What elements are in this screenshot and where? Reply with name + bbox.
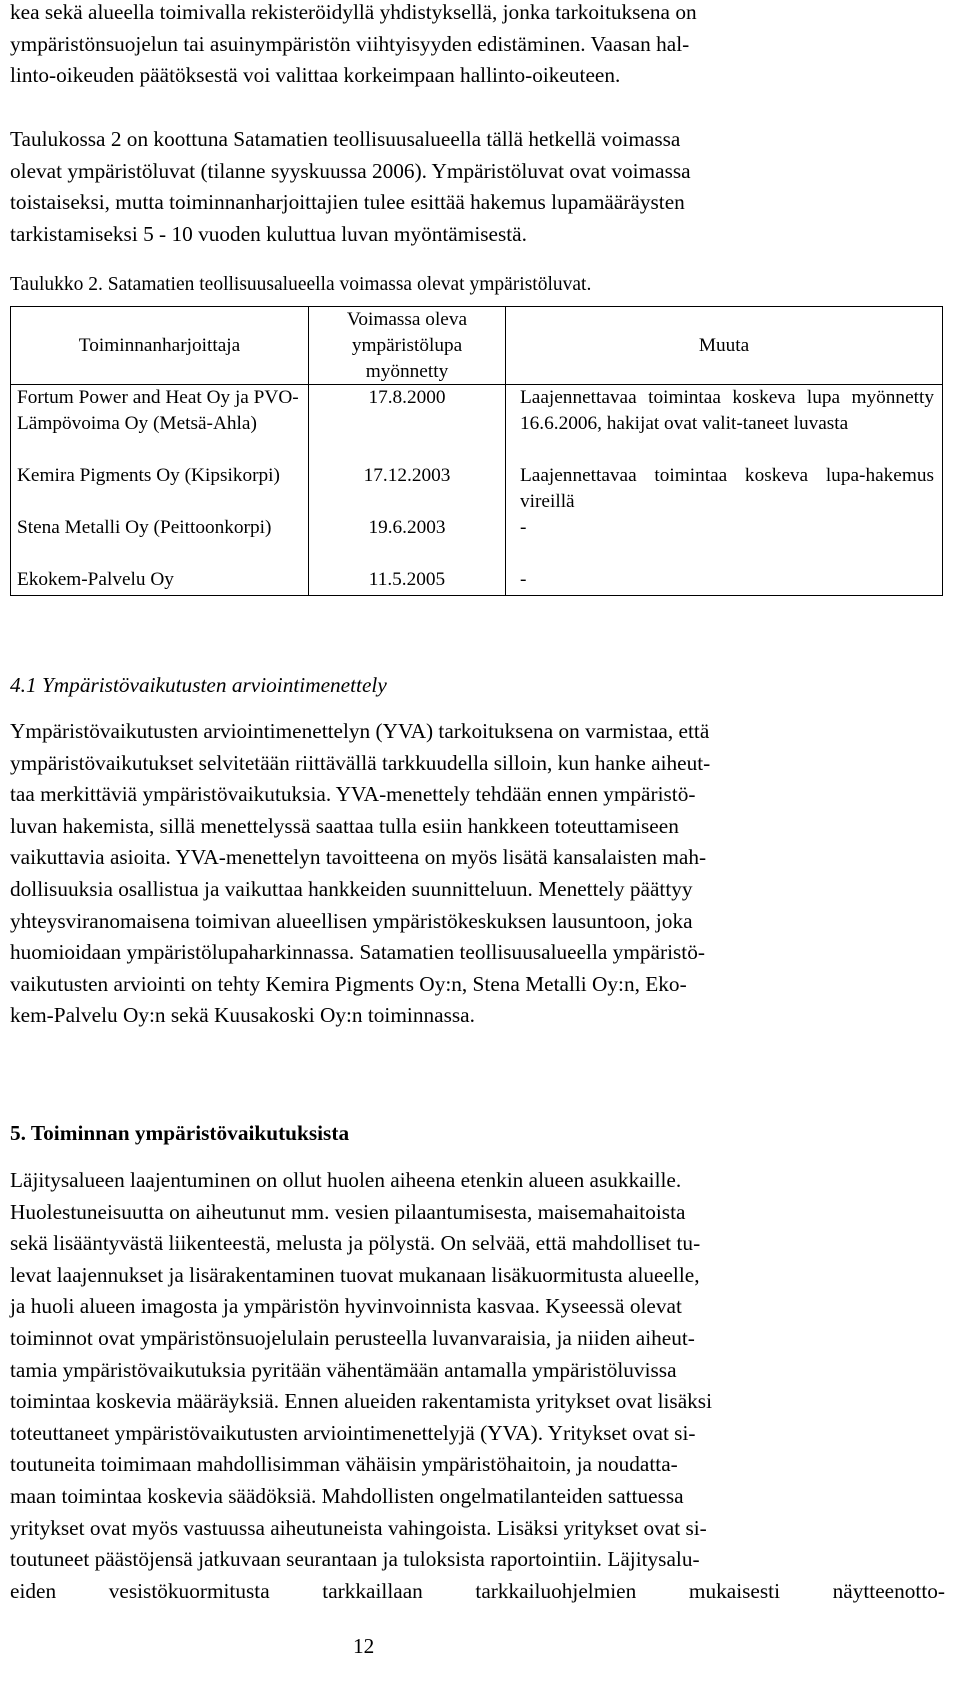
text-line: Huolestuneisuutta on aiheutunut mm. vesien pilaantumisesta, maisemahaitoista [10,1199,686,1224]
section-4-1-paragraph [10,716,945,1032]
text-line: yhteysviranomaisena toimivan alueellisen ympäristökeskuksen lausuntoon, joka [10,908,693,933]
cell-operator: Fortum Power and Heat Oy ja PVO-Lämpövoima Oy (Metsä-Ahla) [11,385,309,464]
text-line: olevat ympäristöluvat (tilanne syyskuussa 2006). Ympäristöluvat ovat voimassa [10,158,691,183]
header-notes: Muuta [506,307,943,385]
table-header-row [11,307,943,385]
text-line: sekä lisääntyvästä liikenteestä, melusta ja pölystä. On selvää, että mahdolliset tu- [10,1231,701,1256]
table-row [11,515,943,567]
text-line: levat laajennukset ja lisärakentaminen tuovat mukanaan lisäkuormitusta alueelle, [10,1262,700,1287]
text-line: toteuttaneet ympäristövaikutusten arviointimenettelyjä (YVA). Yritykset ovat si- [10,1420,696,1445]
text-line: kea sekä alueella toimivalla rekisteröidyllä yhdistyksellä, jonka tarkoituksena on [10,0,697,24]
text-line: toistaiseksi, mutta toiminnanharjoittajien tulee esittää hakemus lupamääräysten [10,190,685,215]
header-permit-line: Voimassa oleva [346,309,468,330]
cell-operator: Stena Metalli Oy (Peittoonkorpi) [11,515,309,567]
text-line: toiminnot ovat ympäristönsuojelulain perusteella luvanvaraisia, ja niiden aiheut- [10,1325,695,1350]
cell-date: 17.8.2000 [309,385,506,464]
table-row [11,463,943,515]
text-line: linto-oikeuden päätöksestä voi valittaa korkeimpaan hallinto-oikeuteen. [10,63,621,88]
cell-notes: Laajennettavaa toimintaa koskeva lupa myönnetty 16.6.2006, hakijat ovat valit-taneet luvasta [506,385,943,464]
cell-operator: Ekokem-Palvelu Oy [11,567,309,596]
text-line: ja huoli alueen imagosta ja ympäristön hyvinvoinnista kasvaa. Kyseessä olevat [10,1294,682,1319]
text-line: Taulukossa 2 on koottuna Satamatien teollisuusalueella tällä hetkellä voimassa [10,127,681,151]
text-line: maan toimintaa koskevia säädöksiä. Mahdollisten ongelmatilanteiden sattuessa [10,1483,684,1508]
text-line: toimintaa koskevia määräyksiä. Ennen alueiden rakentamista yritykset ovat lisäksi [10,1389,712,1414]
cell-notes: - [506,515,943,567]
header-permit-line: myönnetty [365,360,449,382]
table-caption: Taulukko 2. Satamatien teollisuusalueella voimassa olevat ympäristöluvat. [10,274,592,295]
text-line: eiden vesistökuormitusta tarkkaillaan tarkkailuohjelmien mukaisesti näytteenotto- [10,1578,945,1603]
text-line: vaikuttavia asioita. YVA-menettelyn tavoitteena on myös lisätä kansalaisten mah- [10,845,707,870]
text-line: yritykset ovat myös vastuussa aiheutuneista vahingoista. Lisäksi yritykset ovat si- [10,1515,707,1540]
text-line: toutuneita toimimaan mahdollisimman vähäisin ympäristöhaitoin, ja noudatta- [10,1452,678,1477]
text-line: dollisuuksia osallistua ja vaikuttaa hankkeiden suunnitteluun. Menettely päättyy [10,876,693,901]
header-permit-granted [309,307,506,385]
table-row [11,385,943,464]
text-line: Ympäristövaikutusten arviointimenettelyn (YVA) tarkoituksena on varmistaa, että [10,719,710,743]
header-permit-line: ympäristölupa [351,334,463,356]
cell-operator: Kemira Pigments Oy (Kipsikorpi) [11,463,309,515]
cell-notes: Laajennettavaa toimintaa koskeva lupa-hakemus vireillä [506,463,943,515]
intro-paragraph [10,0,945,92]
text-line: vaikutusten arviointi on tehty Kemira Pigments Oy:n, Stena Metalli Oy:n, Eko- [10,971,687,996]
table-row [11,567,943,596]
cell-date: 19.6.2003 [309,515,506,567]
text-line: ympäristövaikutukset selvitetään riittävällä tarkkuudella silloin, kun hanke aiheut- [10,750,711,775]
page-number: 12 [353,1634,375,1658]
cell-date: 17.12.2003 [309,463,506,515]
section-5-heading: 5. Toiminnan ympäristövaikutuksista [10,1121,350,1145]
section-4-1-heading: 4.1 Ympäristövaikutusten arviointimenettely [10,673,387,697]
text-line: tarkistamiseksi 5 - 10 vuoden kuluttua luvan myöntämisestä. [10,221,527,246]
text-line: huomioidaan ympäristölupaharkinnassa. Satamatien teollisuusalueella ympäristö- [10,940,705,965]
cell-notes: - [506,567,943,596]
section-5-paragraph [10,1165,945,1607]
cell-date: 11.5.2005 [309,567,506,596]
text-line: toutuneet päästöjensä jatkuvaan seurantaan ja tuloksista raportointiin. Läjitysalu- [10,1547,700,1572]
text-line: Läjitysalueen laajentuminen on ollut huolen aiheena etenkin alueen asukkaille. [10,1168,682,1192]
permits-table [10,306,943,596]
text-line: luvan hakemista, sillä menettelyssä saattaa tulla esiin hankkeen toteuttamiseen [10,813,679,838]
text-line: ympäristönsuojelun tai asuinympäristön viihtyisyyden edistäminen. Vaasan hal- [10,31,690,56]
header-operator: Toiminnanharjoittaja [11,307,309,385]
text-line: taa merkittäviä ympäristövaikutuksia. YVA-menettely tehdään ennen ympäristö- [10,782,696,807]
table-intro-paragraph [10,124,945,250]
text-line: tamia ympäristövaikutuksia pyritään vähentämään antamalla ympäristöluvissa [10,1357,677,1382]
text-line: kem-Palvelu Oy:n sekä Kuusakoski Oy:n toiminnassa. [10,1003,475,1028]
